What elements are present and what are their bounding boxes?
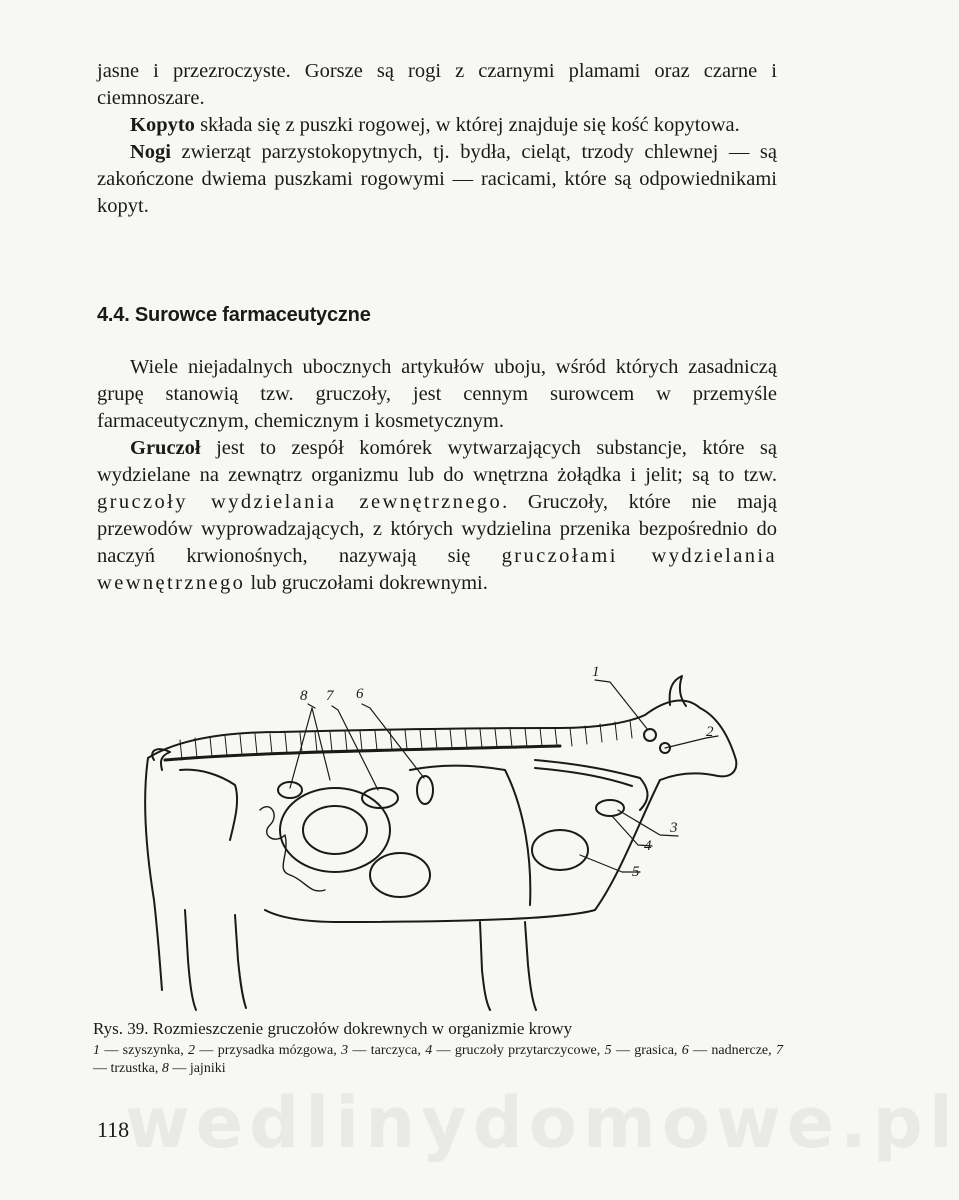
legend-text-5: — grasica,: [611, 1043, 682, 1058]
watermark: wedlinydomowe.pl: [125, 1082, 959, 1164]
paragraph-raw-materials: Wiele niejadalnych ubocznych artykułów uboju, wśród których zasadniczą grupę stanowią tzw. gruczoły, jest cennym surowcem w przemyśle farmaceutycznym, chemicznym i kosmetycznym.: [97, 356, 777, 432]
paragraph-hoof: [97, 112, 777, 139]
paragraph-gland: [97, 435, 777, 597]
leader-6: [362, 704, 424, 778]
section-body: [97, 354, 777, 597]
adrenal-shape: [417, 776, 433, 804]
legend-num-3: 3: [341, 1043, 349, 1058]
pelvis-outline: [180, 770, 237, 840]
legend-num-1: 1: [93, 1043, 100, 1058]
label-6: 6: [356, 686, 364, 702]
legend-text-6: — nadnercze,: [688, 1043, 776, 1058]
legend-num-7: 7: [775, 1043, 783, 1058]
figure-caption: [93, 1018, 783, 1078]
legend-text-4: — gruczoły przytarczycowe,: [432, 1043, 605, 1058]
cow-rear-outline: [145, 758, 162, 990]
rumen-inner: [303, 806, 367, 854]
legend-num-2: 2: [188, 1043, 196, 1058]
legend-text-8: — jajniki: [168, 1061, 226, 1076]
front-leg-outline: [480, 922, 536, 1010]
label-1: 1: [592, 664, 600, 680]
term-gruczol: Gruczoł: [130, 437, 201, 459]
legend-num-6: 6: [681, 1043, 689, 1058]
legend-num-8: 8: [161, 1061, 169, 1076]
leader-8: [290, 704, 330, 788]
gland-text-3: lub gruczołami dokrewnymi.: [245, 572, 488, 594]
caption-legend: [93, 1042, 783, 1078]
page-number: 118: [97, 1117, 130, 1142]
cow-anatomy-figure: [140, 660, 750, 1015]
label-8: 8: [300, 688, 308, 704]
ovary-shape: [278, 782, 302, 798]
term-external-secretion: gruczoły wydzielania zewnętrznego: [97, 491, 503, 513]
cow-endocrine-diagram: [140, 660, 750, 1015]
thyroid-shape: [596, 800, 624, 816]
legend-text-3: — tarczyca,: [348, 1043, 426, 1058]
legend-text-7: — trzustka,: [93, 1061, 162, 1076]
gland-text-1: jest to zespół komórek wytwarzających substancje, które są wydzielane na zewnątrz organizmu lub do wnętrzna żołądka i jelit; są to tzw.: [97, 437, 777, 486]
leader-7: [332, 706, 378, 790]
pineal-shape: [644, 729, 656, 741]
hind-leg-outline: [185, 910, 246, 1010]
paragraph-legs: [97, 139, 777, 220]
cow-head-outline: [645, 701, 736, 780]
term-internal-secretion: gruczołami wydzielania wewnętrznego: [97, 545, 777, 594]
label-5: 5: [632, 864, 640, 880]
abomasum: [370, 853, 430, 897]
legend-text-2: — przysadka mózgowa,: [195, 1043, 342, 1058]
term-nogi: Nogi: [130, 141, 171, 163]
label-2: 2: [706, 724, 714, 740]
rumen-outline: [280, 788, 390, 872]
gland-text-2: . Gruczoły, które nie mają przewodów wyprowadzających, z których wydzielina przenika bezpośrednio do naczyń krwionośnych, nazywają się: [97, 491, 777, 567]
label-7: 7: [326, 688, 334, 704]
label-3: 3: [670, 820, 678, 836]
legend-num-4: 4: [425, 1043, 433, 1058]
esophagus: [535, 760, 648, 810]
section-heading: 4.4. Surowce farmaceutyczne: [97, 304, 371, 326]
thymus-shape: [532, 830, 588, 870]
term-kopyto: Kopyto: [130, 114, 195, 136]
leader-5: [580, 855, 640, 872]
paragraph-hoof-text: składa się z puszki rogowej, w której znajduje się kość kopytowa.: [194, 114, 740, 136]
legend-text-1: — szyszynka,: [100, 1043, 189, 1058]
label-4: 4: [644, 838, 652, 854]
legend-num-5: 5: [604, 1043, 612, 1058]
paragraph-horns: jasne i przezroczyste. Gorsze są rogi z czarnymi plamami oraz czarne i ciemnoszare.: [97, 60, 777, 109]
top-paragraphs: [97, 58, 777, 220]
paragraph-legs-text: zwierząt parzystokopytnych, tj. bydła, cieląt, trzody chlewnej — są zakończone dwiema puszkami rogowymi — racicami, które są odpowiednikami kopyt.: [97, 141, 777, 217]
caption-title: Rys. 39. Rozmieszczenie gruczołów dokrewnych w organizmie krowy: [93, 1019, 573, 1038]
